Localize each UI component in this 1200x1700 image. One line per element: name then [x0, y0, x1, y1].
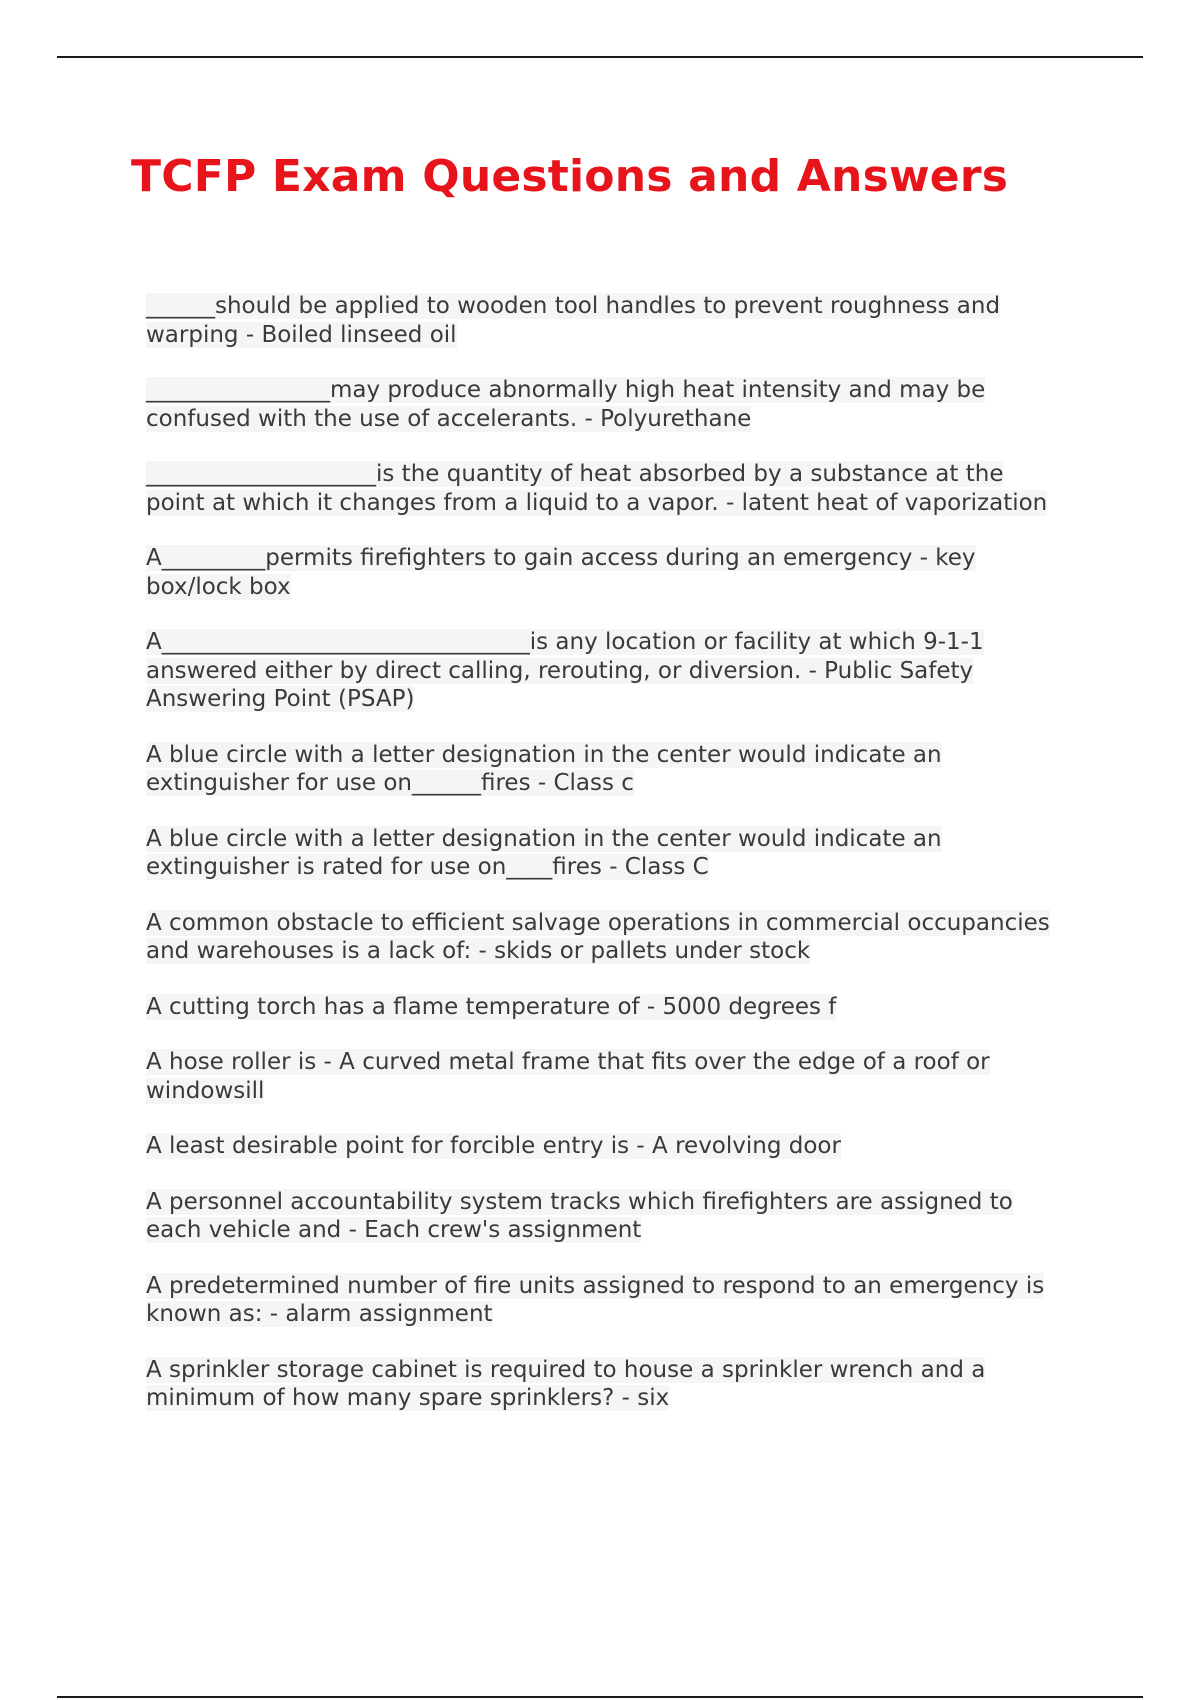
- header-rule: [57, 56, 1143, 58]
- qa-text: A________________________________is any location or facility at which 9-1-1 answered either by direct calling, rerouting, or diversion. - Public Safety Answering Point (PSAP): [146, 629, 984, 712]
- qa-text: A hose roller is - A curved metal frame that fits over the edge of a roof or windowsill: [146, 1049, 990, 1104]
- qa-item: [146, 628, 1066, 714]
- document-title: TCFP Exam Questions and Answers: [131, 151, 1009, 202]
- qa-item: [146, 544, 1066, 601]
- qa-list: [146, 292, 1066, 1440]
- footer-rule: [57, 1696, 1143, 1698]
- qa-item: [146, 1272, 1066, 1329]
- qa-text: ________________may produce abnormally high heat intensity and may be confused with the use of accelerants. - Polyurethane: [146, 377, 986, 432]
- qa-item: [146, 1048, 1066, 1105]
- qa-item: [146, 909, 1066, 966]
- qa-text: A blue circle with a letter designation in the center would indicate an extinguisher for use on______fires - Class c: [146, 741, 942, 796]
- qa-text: ____________________is the quantity of heat absorbed by a substance at the point at which it changes from a liquid to a vapor. - latent heat of vaporization: [146, 461, 1048, 516]
- qa-item: [146, 1132, 1066, 1161]
- qa-text: A personnel accountability system tracks which firefighters are assigned to each vehicle and - Each crew's assignment: [146, 1188, 1013, 1243]
- qa-text: A cutting torch has a flame temperature of - 5000 degrees f: [146, 993, 837, 1020]
- qa-text: A_________permits firefighters to gain access during an emergency - key box/lock box: [146, 545, 976, 600]
- qa-text: A sprinkler storage cabinet is required to house a sprinkler wrench and a minimum of how many spare sprinklers? - six: [146, 1356, 986, 1411]
- qa-text: A predetermined number of fire units assigned to respond to an emergency is known as: - alarm assignment: [146, 1272, 1045, 1327]
- qa-text: A least desirable point for forcible entry is - A revolving door: [146, 1133, 841, 1159]
- qa-item: [146, 741, 1066, 798]
- qa-item: [146, 825, 1066, 882]
- qa-item: [146, 993, 1066, 1022]
- qa-item: [146, 1356, 1066, 1413]
- qa-text: A common obstacle to efficient salvage operations in commercial occupancies and warehouses is a lack of: - skids or pallets under stock: [146, 909, 1050, 964]
- qa-item: [146, 460, 1066, 517]
- qa-text: ______should be applied to wooden tool handles to prevent roughness and warping - Boiled linseed oil: [146, 293, 1001, 348]
- qa-item: [146, 1188, 1066, 1245]
- qa-text: A blue circle with a letter designation in the center would indicate an extinguisher is rated for use on____fires - Class C: [146, 825, 942, 880]
- qa-item: [146, 376, 1066, 433]
- qa-item: [146, 292, 1066, 349]
